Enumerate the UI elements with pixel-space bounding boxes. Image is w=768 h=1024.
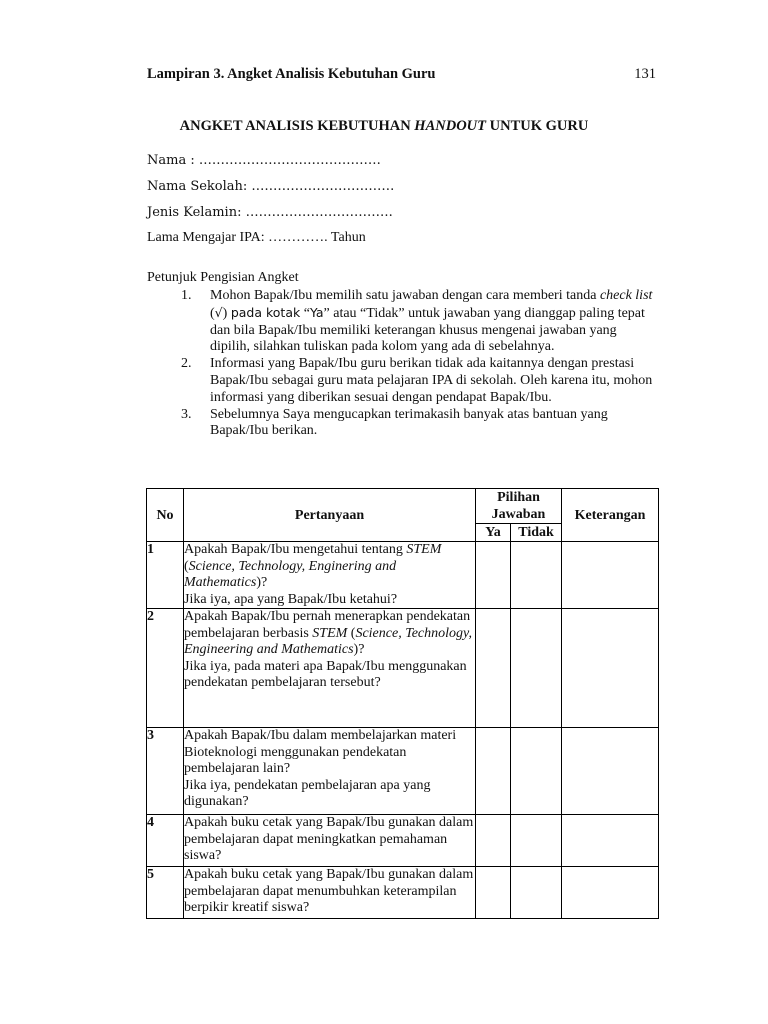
questionnaire-table [146, 488, 659, 919]
answer-ya-cell[interactable] [476, 542, 511, 609]
field-lama-mengajar [147, 230, 366, 246]
table-row [147, 728, 659, 815]
question-followup: Jika iya, pendekatan pembelajaran apa yang digunakan? [184, 777, 431, 809]
question-text: ( [184, 558, 189, 574]
question-text: Apakah buku cetak yang Bapak/Ibu gunakan dalam pembelajaran dapat menumbuhkan keterampilan berpikir kreatif siswa? [184, 867, 474, 915]
answer-tidak-cell[interactable] [511, 542, 562, 609]
instruction-text: ) [222, 305, 231, 321]
field-mengajar-label: Lama Mengajar IPA [147, 230, 261, 245]
instruction-text: Sebelumnya Saya mengucapkan terimakasih banyak atas bantuan yang Bapak/Ibu berikan. [210, 406, 608, 439]
instruction-text: ( [210, 305, 215, 321]
field-sekolah-label: Nama Sekolah [147, 179, 243, 194]
row-number: 3 [147, 728, 184, 815]
instruction-item-2 [181, 356, 656, 406]
question-text: )? [256, 575, 268, 590]
question-cell [184, 867, 476, 919]
question-text: Apakah Bapak/Ibu pernah menerapkan pendekatan pembelajaran berbasis [184, 609, 471, 641]
running-title: Lampiran 3. Angket Analisis Kebutuhan Guru [147, 66, 436, 82]
question-text: )? [353, 642, 365, 657]
document-title [0, 118, 768, 135]
keterangan-cell[interactable] [562, 728, 659, 815]
row-number: 1 [147, 542, 184, 609]
instruction-item-3 [181, 407, 656, 441]
instruction-text: “ [300, 305, 310, 321]
header-pilihan-jawaban: Pilihan Jawaban [476, 489, 562, 524]
answer-tidak-cell[interactable] [511, 728, 562, 815]
field-kelamin-label: Jenis Kelamin [147, 205, 238, 220]
field-nama-label: Nama [147, 153, 187, 168]
question-text: Apakah Bapak/Ibu mengetahui tentang [184, 542, 407, 557]
row-number: 4 [147, 815, 184, 867]
instruction-text: Mohon Bapak/Ibu memilih satu jawaban dengan cara memberi tanda [210, 288, 600, 303]
question-cell [184, 609, 476, 728]
answer-tidak-cell[interactable] [511, 609, 562, 728]
field-kelamin-blank: : ……………………………. [237, 205, 393, 220]
instruction-text: ” atau “Tidak” untuk jawaban yang dianggap paling tepat dan bila Bapak/Ibu memiliki keterangan khusus mengenai jawaban yang dipilih, silahkan tuliskan pada kolom yang ada di sebelahnya. [210, 305, 645, 355]
title-part-3: UNTUK GURU [486, 118, 589, 134]
instruction-check-list: check list [599, 288, 653, 303]
answer-ya-cell[interactable] [476, 867, 511, 919]
field-mengajar-blank: : …………. Tahun [260, 230, 366, 245]
row-number: 5 [147, 867, 184, 919]
answer-ya-cell[interactable] [476, 728, 511, 815]
field-nama [147, 153, 381, 169]
question-cell [184, 542, 476, 609]
question-cell [184, 815, 476, 867]
keterangan-cell[interactable] [562, 867, 659, 919]
instruction-item-1 [181, 288, 656, 356]
question-stem-expansion: Science, Technology, Enginering and Mathematics [184, 558, 397, 590]
question-text: Apakah Bapak/Ibu dalam membelajarkan materi Bioteknologi menggunakan pendekatan pembelajaran lain? [184, 728, 457, 776]
question-followup: Jika iya, pada materi apa Bapak/Ibu menggunakan pendekatan pembelajaran tersebut? [184, 658, 467, 690]
keterangan-cell[interactable] [562, 609, 659, 728]
header-pertanyaan: Pertanyaan [184, 489, 476, 542]
title-handout: HANDOUT [414, 118, 486, 134]
question-cell [184, 728, 476, 815]
checkmark-symbol: √ [214, 304, 223, 320]
answer-ya-cell[interactable] [476, 815, 511, 867]
field-jenis-kelamin [147, 205, 393, 221]
header-ya: Ya [476, 524, 511, 542]
question-followup: Jika iya, apa yang Bapak/Ibu ketahui? [184, 591, 398, 607]
instruction-number: 3. [181, 406, 192, 422]
page-number: 131 [634, 66, 656, 82]
question-stem-expansion: Science, Technology, Engineering and Mathematics [184, 625, 472, 657]
instruction-number: 2. [181, 356, 192, 372]
table-header-row [147, 489, 659, 524]
question-text: Apakah buku cetak yang Bapak/Ibu gunakan dalam pembelajaran dapat meningkatkan pemahaman siswa? [184, 815, 474, 863]
keterangan-cell[interactable] [562, 542, 659, 609]
header-keterangan: Keterangan [562, 489, 659, 542]
header-no: No [147, 489, 184, 542]
answer-tidak-cell[interactable] [511, 815, 562, 867]
field-sekolah-blank: : …………………………… [242, 179, 395, 194]
instruction-text: Informasi yang Bapak/Ibu guru berikan tidak ada kaitannya dengan prestasi Bapak/Ibu sebagai guru mata pelajaran IPA di sekolah. Oleh karena itu, mohon informasi yang diberikan sesuai dengan pendapat Bapak/Ibu. [210, 356, 653, 405]
question-text: ( [347, 625, 356, 641]
field-nama-sekolah [147, 179, 394, 195]
answer-ya-cell[interactable] [476, 609, 511, 728]
instructions-list [181, 288, 656, 440]
instruction-number: 1. [181, 288, 192, 303]
row-number: 2 [147, 609, 184, 728]
answer-tidak-cell[interactable] [511, 867, 562, 919]
instructions-title: Petunjuk Pengisian Angket [147, 270, 299, 285]
instruction-pada-kotak: pada kotak [230, 304, 301, 320]
table-row [147, 867, 659, 919]
table-row [147, 609, 659, 728]
keterangan-cell[interactable] [562, 815, 659, 867]
instruction-ya: Ya [309, 304, 324, 320]
question-stem: STEM [406, 542, 442, 557]
header-tidak: Tidak [511, 524, 562, 542]
table-row [147, 815, 659, 867]
title-part-1: ANGKET ANALISIS KEBUTUHAN [179, 118, 415, 134]
table-row [147, 542, 659, 609]
question-stem: STEM [312, 625, 348, 641]
field-nama-blank: : …………………………………… [186, 153, 381, 168]
